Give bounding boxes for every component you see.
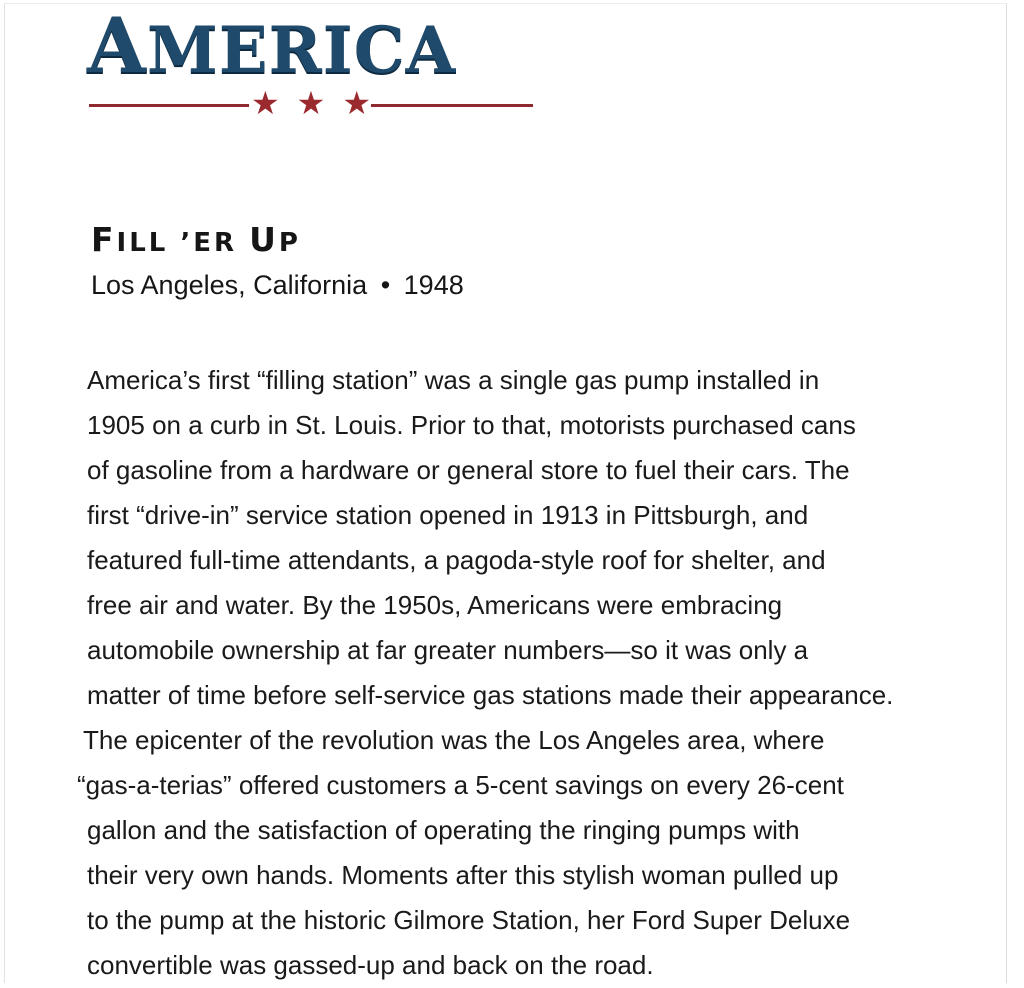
body-line: 1905 on a curb in St. Louis. Prior to that, motorists purchased cans: [87, 410, 856, 440]
location: Los Angeles, California: [91, 270, 368, 300]
logo-rule-left: [89, 104, 249, 107]
body-line: “gas-a-terias” offered customers a 5-cent savings on every 26-cent: [77, 770, 844, 800]
title-part: P: [278, 228, 301, 258]
body-line: matter of time before self-service gas stations made their appearance.: [87, 680, 894, 710]
body-line: first “drive-in” service station opened in 1913 in Pittsburgh, and: [87, 500, 809, 530]
star-icon: ★: [251, 84, 280, 122]
body-line: of gasoline from a hardware or general store to fuel their cars. The: [87, 455, 850, 485]
star-icon: ★: [342, 84, 371, 122]
logo-initial: A: [87, 1, 147, 90]
body-line: free air and water. By the 1950s, Americans were embracing: [87, 590, 783, 620]
body-line: America’s first “filling station” was a single gas pump installed in: [87, 365, 820, 395]
body-line: featured full-time attendants, a pagoda-style roof for shelter, and: [87, 545, 826, 575]
logo-stars: [251, 86, 371, 120]
america-logo: [87, 1, 537, 122]
body-line: gallon and the satisfaction of operating the ringing pumps with: [87, 815, 800, 845]
logo-rest: MERICA: [146, 13, 457, 88]
title-part: F: [91, 220, 117, 259]
article-title: [91, 220, 301, 259]
body-line: to the pump at the historic Gilmore Station, her Ford Super Deluxe: [87, 905, 851, 935]
logo-wordmark: [87, 1, 537, 90]
star-icon: ★: [296, 84, 326, 122]
separator: •: [380, 270, 391, 300]
title-part: ILL ’ER: [116, 228, 250, 258]
body-line: The epicenter of the revolution was the Los Angeles area, where: [83, 725, 825, 755]
year: 1948: [403, 270, 464, 300]
logo-rule-right: [371, 104, 533, 107]
body-line: convertible was gassed-up and back on the road.: [87, 950, 654, 980]
title-part: U: [249, 220, 279, 259]
article-subtitle: [91, 270, 464, 301]
body-line: their very own hands. Moments after this stylish woman pulled up: [87, 860, 839, 890]
body-line: automobile ownership at far greater numbers—so it was only a: [87, 635, 809, 665]
page: [4, 3, 1007, 983]
